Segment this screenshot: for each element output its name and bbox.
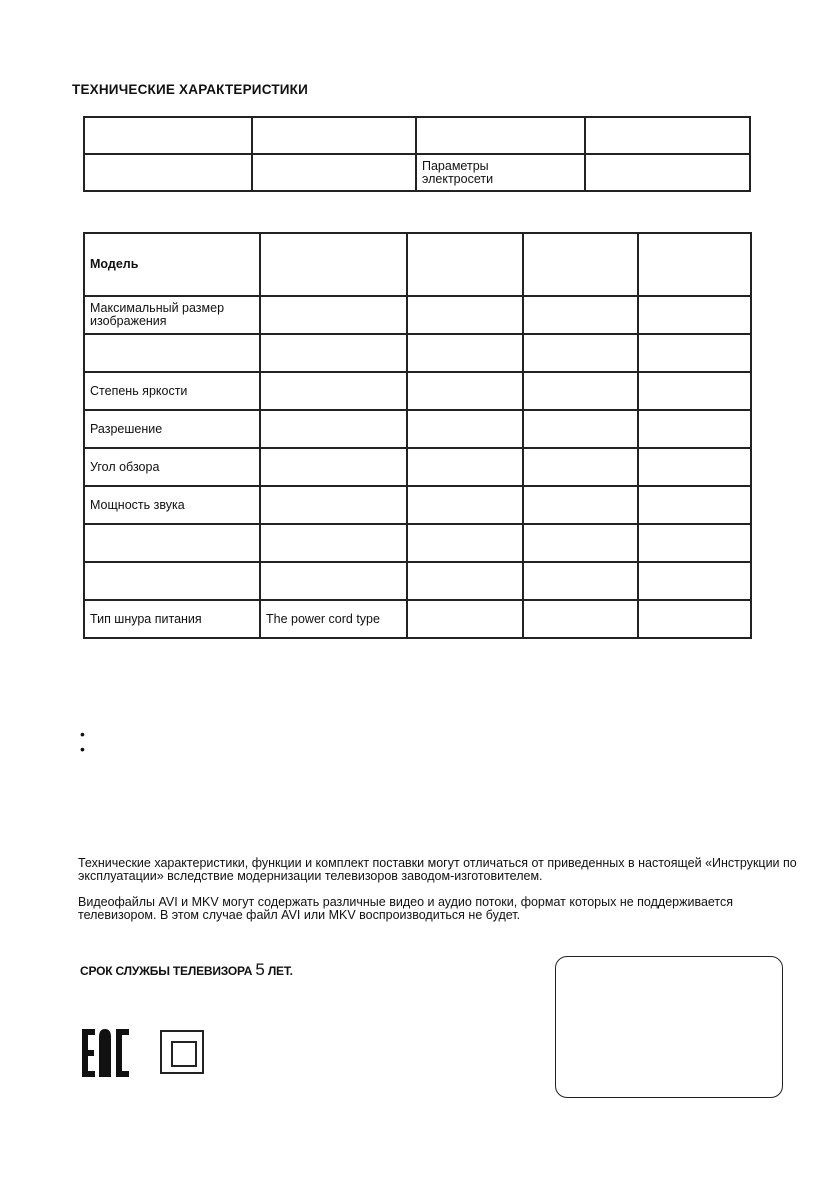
table-cell xyxy=(84,154,252,191)
page-title: ТЕХНИЧЕСКИЕ ХАРАКТЕРИСТИКИ xyxy=(72,82,309,97)
table-cell xyxy=(638,410,751,448)
disclaimer-paragraph: Технические характеристики, функции и комплект поставки могут отличаться от приведенных в настоящей «Инструкции по эксплуатации» вследствие модернизации телевизоров заводом-изготовителем. xyxy=(78,856,797,883)
table-cell xyxy=(84,117,252,154)
table-cell xyxy=(638,372,751,410)
table-cell xyxy=(585,154,750,191)
service-life-years: 5 xyxy=(255,960,265,979)
table-cell: Мощность звука xyxy=(84,486,260,524)
bullet-item: • xyxy=(80,726,85,742)
table-cell: Угол обзора xyxy=(84,448,260,486)
table-cell xyxy=(407,372,523,410)
table-cell xyxy=(260,334,407,372)
video-format-note: Видеофайлы AVI и MKV могут содержать различные видео и аудио потоки, формат которых не поддерживается телевизором. В этом случае файл AVI или MKV воспроизводиться не будет. xyxy=(78,895,734,922)
table-cell: Разрешение xyxy=(84,410,260,448)
table-cell: Степень яркости xyxy=(84,372,260,410)
table-cell: Максимальный размер изображения xyxy=(84,296,260,334)
table-cell xyxy=(260,372,407,410)
table-cell xyxy=(416,117,585,154)
table-cell xyxy=(260,296,407,334)
table-cell: Параметры электросети xyxy=(416,154,585,191)
table-cell xyxy=(407,410,523,448)
table-cell xyxy=(407,334,523,372)
stamp-box xyxy=(555,956,783,1098)
table-cell xyxy=(252,154,416,191)
table-row xyxy=(84,600,751,638)
eac-logo xyxy=(80,1027,132,1084)
table-cell xyxy=(260,233,407,296)
table-cell xyxy=(638,233,751,296)
table-cell xyxy=(523,372,638,410)
power-params-table xyxy=(83,116,751,192)
table-cell xyxy=(252,117,416,154)
table-cell xyxy=(260,524,407,562)
table-cell xyxy=(523,562,638,600)
table-cell xyxy=(523,334,638,372)
table-cell xyxy=(523,448,638,486)
table-row xyxy=(84,486,751,524)
table-cell xyxy=(638,486,751,524)
table-cell xyxy=(523,486,638,524)
service-life-prefix: СРОК СЛУЖБЫ ТЕЛЕВИЗОРА xyxy=(80,964,253,978)
table-cell xyxy=(407,486,523,524)
table-cell xyxy=(638,600,751,638)
bullet-item: • xyxy=(80,741,85,757)
table-row xyxy=(84,372,751,410)
table-cell xyxy=(84,562,260,600)
table-row xyxy=(84,562,751,600)
service-life-statement xyxy=(80,960,293,980)
table-cell xyxy=(638,334,751,372)
table-cell xyxy=(260,486,407,524)
table-row xyxy=(84,154,750,191)
table-cell xyxy=(407,562,523,600)
table-cell xyxy=(260,410,407,448)
table-cell xyxy=(523,410,638,448)
table-cell xyxy=(638,296,751,334)
table-cell xyxy=(523,233,638,296)
table-cell xyxy=(407,524,523,562)
double-insulation-icon xyxy=(160,1030,204,1074)
table-row xyxy=(84,233,751,296)
table-cell xyxy=(407,296,523,334)
table-row xyxy=(84,117,750,154)
table-cell xyxy=(523,524,638,562)
table-cell xyxy=(523,600,638,638)
table-cell xyxy=(638,562,751,600)
table-cell: Тип шнура питания xyxy=(84,600,260,638)
table-row xyxy=(84,410,751,448)
table-cell xyxy=(260,562,407,600)
table-cell xyxy=(84,334,260,372)
table-cell xyxy=(407,600,523,638)
table-cell xyxy=(260,448,407,486)
table-row xyxy=(84,524,751,562)
table-cell xyxy=(585,117,750,154)
service-life-suffix: ЛЕТ. xyxy=(267,964,293,978)
table-cell xyxy=(407,233,523,296)
table-cell xyxy=(84,524,260,562)
table-row xyxy=(84,296,751,334)
table-row xyxy=(84,334,751,372)
table-cell xyxy=(523,296,638,334)
table-cell xyxy=(638,448,751,486)
table-row xyxy=(84,448,751,486)
table-cell: Модель xyxy=(84,233,260,296)
table-cell: The power cord type xyxy=(260,600,407,638)
bullet-list xyxy=(80,727,85,757)
table-cell xyxy=(638,524,751,562)
table-cell xyxy=(407,448,523,486)
specs-table xyxy=(83,232,752,639)
